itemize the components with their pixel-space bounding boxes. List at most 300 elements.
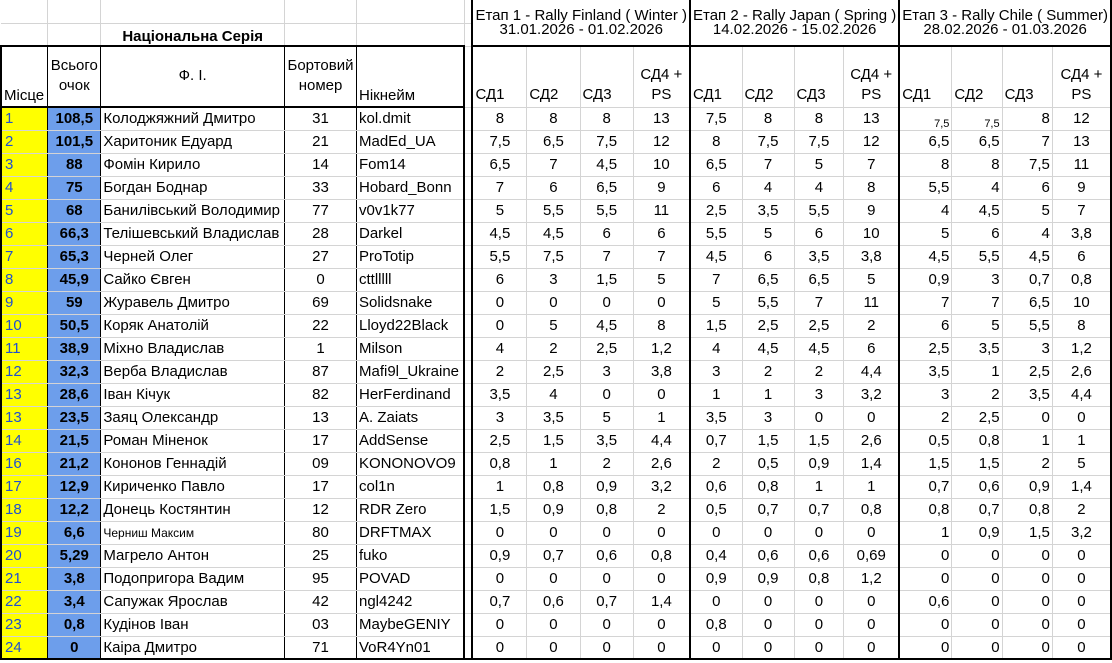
name-cell: Сапужак Ярослав: [101, 590, 285, 613]
stage-2-sd3-cell: 4: [794, 176, 844, 199]
stage-3-sd4-cell: 5: [1052, 452, 1111, 475]
stage-1-sd1-cell: 4: [472, 337, 526, 360]
stage-2-sd3-cell: 1: [794, 475, 844, 498]
stage-3-col-4-header: СД4 + PS: [1052, 46, 1111, 107]
table-row: [1, 452, 1111, 475]
stage-1-sd4-cell: 0: [633, 636, 690, 659]
stage-2-sd2-cell: 0: [742, 636, 794, 659]
stage-3-sd4-cell: 0: [1052, 590, 1111, 613]
table-row: [1, 498, 1111, 521]
stage-1-sd2-cell: 0,9: [527, 498, 580, 521]
table-row: [1, 199, 1111, 222]
stage-3-sd1-cell: 7,5: [899, 107, 952, 130]
stage-3-sd2-cell: 0: [952, 636, 1002, 659]
stage-3-sd2-cell: 0: [952, 544, 1002, 567]
stage-3-sd4-cell: 4,4: [1052, 383, 1111, 406]
stage-2-sd1-cell: 7,5: [690, 107, 742, 130]
points-cell: 3,4: [48, 590, 101, 613]
stage-1-sd1-cell: 8: [472, 107, 526, 130]
stage-3-sd4-cell: 9: [1052, 176, 1111, 199]
place-cell: 16: [1, 452, 48, 475]
stage-2-sd2-cell: 0,6: [742, 544, 794, 567]
stage-2-sd4-cell: 0: [844, 636, 900, 659]
stage-1-sd2-cell: 3,5: [527, 406, 580, 429]
stage-3-sd4-cell: 3,8: [1052, 222, 1111, 245]
stage-3-sd2-cell: 4: [952, 176, 1002, 199]
car-number-cell: 22: [285, 314, 357, 337]
stage-1-sd4-cell: 11: [633, 199, 690, 222]
stage-3-sd2-cell: 7: [952, 291, 1002, 314]
name-cell: Телішевський Владислав: [101, 222, 285, 245]
points-cell: 12,9: [48, 475, 101, 498]
nickname-cell: Fom14: [356, 153, 464, 176]
stage-3-sd2-cell: 1,5: [952, 452, 1002, 475]
stage-2-sd1-cell: 4: [690, 337, 742, 360]
stage-1-sd3-cell: 0: [580, 636, 633, 659]
stage-2-sd3-cell: 5,5: [794, 199, 844, 222]
stage-3-sd3-cell: 0: [1002, 544, 1052, 567]
name-cell: Роман Міненок: [101, 429, 285, 452]
stage-1-sd3-cell: 5: [580, 406, 633, 429]
stage-3-sd1-cell: 6: [899, 314, 952, 337]
stage-2-sd3-cell: 0: [794, 636, 844, 659]
stage-3-sd3-cell: 6: [1002, 176, 1052, 199]
stage-1-sd1-cell: 6: [472, 268, 526, 291]
stage-2-sd1-cell: 1: [690, 383, 742, 406]
stage-2-sd2-cell: 6,5: [742, 268, 794, 291]
stage-3-sd3-cell: 0,8: [1002, 498, 1052, 521]
stage-2-sd1-cell: 6,5: [690, 153, 742, 176]
stage-1-sd1-cell: 2: [472, 360, 526, 383]
stage-2-sd3-cell: 0,8: [794, 567, 844, 590]
place-cell: 3: [1, 153, 48, 176]
stage-2-sd4-cell: 4,4: [844, 360, 900, 383]
stage-1-sd3-cell: 4,5: [580, 153, 633, 176]
car-number-cell: 71: [285, 636, 357, 659]
stage-2-sd1-cell: 8: [690, 130, 742, 153]
stage-2-sd2-cell: 2,5: [742, 314, 794, 337]
stage-3-sd2-cell: 2,5: [952, 406, 1002, 429]
stage-1-sd3-cell: 2: [580, 452, 633, 475]
car-number-cell: 21: [285, 130, 357, 153]
stage-1-sd4-cell: 12: [633, 130, 690, 153]
stage-2-sd2-cell: 1,5: [742, 429, 794, 452]
points-header: Всього очок: [48, 46, 101, 107]
car-number-cell: 17: [285, 475, 357, 498]
stage-3-sd1-cell: 0: [899, 636, 952, 659]
stage-3-sd3-cell: 4,5: [1002, 245, 1052, 268]
stage-3-sd2-cell: 0: [952, 567, 1002, 590]
points-cell: 6,6: [48, 521, 101, 544]
stage-2-sd3-cell: 5: [794, 153, 844, 176]
car-number-cell: 03: [285, 613, 357, 636]
car-number-cell: 42: [285, 590, 357, 613]
stage-2-dates: 14.02.2026 - 15.02.2026: [712, 20, 877, 38]
stage-3-sd3-cell: 7,5: [1002, 153, 1052, 176]
name-cell: Кононов Геннадій: [101, 452, 285, 475]
stage-2-sd1-cell: 0,5: [690, 498, 742, 521]
stage-1-sd2-cell: 7: [527, 153, 580, 176]
stage-2-sd1-cell: 7: [690, 268, 742, 291]
car-number-cell: 17: [285, 429, 357, 452]
stage-1-sd1-cell: 0: [472, 521, 526, 544]
points-cell: 5,29: [48, 544, 101, 567]
name-cell: Кудінов Іван: [101, 613, 285, 636]
table-row: [1, 268, 1111, 291]
stage-3-sd3-cell: 3,5: [1002, 383, 1052, 406]
nickname-cell: AddSense: [356, 429, 464, 452]
stage-1-sd1-cell: 5: [472, 199, 526, 222]
points-cell: 68: [48, 199, 101, 222]
stage-3-sd1-cell: 2,5: [899, 337, 952, 360]
stage-3-sd2-cell: 0,8: [952, 429, 1002, 452]
stage-1-sd3-cell: 7,5: [580, 130, 633, 153]
stage-2-sd4-cell: 0,69: [844, 544, 900, 567]
nickname-cell: ProTotip: [356, 245, 464, 268]
stage-3-sd1-cell: 8: [899, 153, 952, 176]
stage-3-sd1-cell: 0,6: [899, 590, 952, 613]
points-cell: 38,9: [48, 337, 101, 360]
points-cell: 88: [48, 153, 101, 176]
stage-3-sd4-cell: 0: [1052, 636, 1111, 659]
nickname-cell: ngl4242: [356, 590, 464, 613]
stage-3-sd1-cell: 0,8: [899, 498, 952, 521]
stage-3-sd2-cell: 5,5: [952, 245, 1002, 268]
stage-1-sd2-cell: 0: [527, 291, 580, 314]
stage-3-sd4-cell: 6: [1052, 245, 1111, 268]
stage-1-sd2-cell: 6,5: [527, 130, 580, 153]
stage-2-sd3-cell: 0,9: [794, 452, 844, 475]
stage-2-sd3-cell: 4,5: [794, 337, 844, 360]
stage-3-col-2-header: СД2: [952, 46, 1002, 107]
car-number-cell: 69: [285, 291, 357, 314]
stage-2-sd1-cell: 2: [690, 452, 742, 475]
stage-3-sd4-cell: 13: [1052, 130, 1111, 153]
stage-3-sd2-cell: 8: [952, 153, 1002, 176]
stage-2-sd2-cell: 4: [742, 176, 794, 199]
stage-1-sd2-cell: 3: [527, 268, 580, 291]
stage-1-sd2-cell: 8: [527, 107, 580, 130]
stage-2-sd4-cell: 3,8: [844, 245, 900, 268]
stage-2-sd3-cell: 7,5: [794, 130, 844, 153]
stage-3-sd1-cell: 0: [899, 567, 952, 590]
nickname-cell: Lloyd22Black: [356, 314, 464, 337]
stage-2-sd2-cell: 7,5: [742, 130, 794, 153]
car-number-cell: 13: [285, 406, 357, 429]
stage-3-sd1-cell: 0,5: [899, 429, 952, 452]
stage-1-sd4-cell: 6: [633, 222, 690, 245]
nickname-cell: HerFerdinand: [356, 383, 464, 406]
car-number-cell: 28: [285, 222, 357, 245]
stage-2-sd3-cell: 2: [794, 360, 844, 383]
place-cell: 10: [1, 314, 48, 337]
place-cell: 13: [1, 383, 48, 406]
name-cell: Богдан Боднар: [101, 176, 285, 199]
place-cell: 2: [1, 130, 48, 153]
nickname-cell: VoR4Yn01: [356, 636, 464, 659]
stage-2-sd4-cell: 5: [844, 268, 900, 291]
stage-3-sd1-cell: 0: [899, 613, 952, 636]
car-number-cell: 09: [285, 452, 357, 475]
table-row: [1, 153, 1111, 176]
stage-1-sd2-cell: 1: [527, 452, 580, 475]
stage-3-sd1-cell: 1,5: [899, 452, 952, 475]
stage-1-sd4-cell: 1: [633, 406, 690, 429]
points-cell: 101,5: [48, 130, 101, 153]
nickname-cell: Hobard_Bonn: [356, 176, 464, 199]
stage-3-sd3-cell: 0,9: [1002, 475, 1052, 498]
stage-2-sd4-cell: 1: [844, 475, 900, 498]
stage-3-sd4-cell: 0: [1052, 613, 1111, 636]
name-cell: Журавель Дмитро: [101, 291, 285, 314]
stage-2-sd2-cell: 5,5: [742, 291, 794, 314]
stage-2-sd3-cell: 3: [794, 383, 844, 406]
stage-1-sd4-cell: 0: [633, 291, 690, 314]
place-cell: 12: [1, 360, 48, 383]
name-cell: Черниш Максим: [101, 521, 285, 544]
stage-1-sd1-cell: 7: [472, 176, 526, 199]
stage-1-sd3-cell: 4,5: [580, 314, 633, 337]
stage-1-sd4-cell: 7: [633, 245, 690, 268]
stage-3-sd3-cell: 2: [1002, 452, 1052, 475]
stage-3-sd4-cell: 7: [1052, 199, 1111, 222]
stage-2-sd2-cell: 5: [742, 222, 794, 245]
stage-1-sd3-cell: 2,5: [580, 337, 633, 360]
stage-1-sd4-cell: 3,2: [633, 475, 690, 498]
stage-1-sd1-cell: 7,5: [472, 130, 526, 153]
points-cell: 50,5: [48, 314, 101, 337]
stage-2-sd2-cell: 0: [742, 521, 794, 544]
stage-1-sd3-cell: 6,5: [580, 176, 633, 199]
table-row: [1, 222, 1111, 245]
stage-3-sd2-cell: 4,5: [952, 199, 1002, 222]
stage-3-sd4-cell: 11: [1052, 153, 1111, 176]
stage-2-sd4-cell: 1,2: [844, 567, 900, 590]
stage-3-header: [899, 0, 1111, 46]
stage-3-sd2-cell: 6: [952, 222, 1002, 245]
stage-2-sd1-cell: 6: [690, 176, 742, 199]
stage-1-sd4-cell: 0: [633, 613, 690, 636]
place-header: Місце: [1, 46, 48, 107]
table-row: [1, 429, 1111, 452]
stage-2-sd1-cell: 0,9: [690, 567, 742, 590]
stage-3-sd1-cell: 3: [899, 383, 952, 406]
stage-3-sd4-cell: 1,2: [1052, 337, 1111, 360]
table-row: [1, 521, 1111, 544]
stage-3-sd1-cell: 4,5: [899, 245, 952, 268]
place-cell: 23: [1, 613, 48, 636]
stage-2-sd3-cell: 0: [794, 613, 844, 636]
stage-1-sd2-cell: 0,7: [527, 544, 580, 567]
stage-1-sd1-cell: 1,5: [472, 498, 526, 521]
place-cell: 9: [1, 291, 48, 314]
stage-3-sd1-cell: 1: [899, 521, 952, 544]
stage-3-sd3-cell: 2,5: [1002, 360, 1052, 383]
nickname-cell: A. Zaiats: [356, 406, 464, 429]
stage-2-sd4-cell: 7: [844, 153, 900, 176]
nickname-cell: DRFTMAX: [356, 521, 464, 544]
stage-2-header: [690, 0, 899, 46]
stage-2-sd3-cell: 7: [794, 291, 844, 314]
stage-2-sd1-cell: 0,4: [690, 544, 742, 567]
car-number-cell: 77: [285, 199, 357, 222]
stage-2-sd1-cell: 3,5: [690, 406, 742, 429]
stage-1-sd4-cell: 0: [633, 383, 690, 406]
stage-1-sd2-cell: 7,5: [527, 245, 580, 268]
stage-3-sd1-cell: 3,5: [899, 360, 952, 383]
stage-1-sd3-cell: 0,6: [580, 544, 633, 567]
stage-1-sd2-cell: 1,5: [527, 429, 580, 452]
stage-2-col-3-header: СД3: [794, 46, 844, 107]
stage-1-sd1-cell: 1: [472, 475, 526, 498]
stage-1-sd1-cell: 0: [472, 567, 526, 590]
stage-1-sd1-cell: 3,5: [472, 383, 526, 406]
stage-1-sd2-cell: 5,5: [527, 199, 580, 222]
stage-3-sd3-cell: 7: [1002, 130, 1052, 153]
place-cell: 6: [1, 222, 48, 245]
stage-3-sd4-cell: 2: [1052, 498, 1111, 521]
stage-2-sd2-cell: 4,5: [742, 337, 794, 360]
name-cell: Подопригора Вадим: [101, 567, 285, 590]
nickname-cell: col1n: [356, 475, 464, 498]
stage-1-sd3-cell: 0,9: [580, 475, 633, 498]
stage-3-sd4-cell: 1: [1052, 429, 1111, 452]
table-row: [1, 406, 1111, 429]
points-cell: 3,8: [48, 567, 101, 590]
stage-2-sd3-cell: 8: [794, 107, 844, 130]
stage-1-sd3-cell: 0: [580, 291, 633, 314]
stage-2-sd4-cell: 11: [844, 291, 900, 314]
stage-2-sd3-cell: 0,6: [794, 544, 844, 567]
stage-2-sd1-cell: 4,5: [690, 245, 742, 268]
table-row: [1, 613, 1111, 636]
points-cell: 75: [48, 176, 101, 199]
stage-3-sd4-cell: 3,2: [1052, 521, 1111, 544]
stage-1-sd4-cell: 9: [633, 176, 690, 199]
nickname-cell: kol.dmit: [356, 107, 464, 130]
stage-3-sd3-cell: 0: [1002, 590, 1052, 613]
name-cell: Сайко Євген: [101, 268, 285, 291]
name-cell: Каіра Дмитро: [101, 636, 285, 659]
place-cell: 7: [1, 245, 48, 268]
nickname-cell: cttlllll: [356, 268, 464, 291]
stage-1-sd1-cell: 0,9: [472, 544, 526, 567]
stage-3-sd4-cell: 12: [1052, 107, 1111, 130]
stage-2-sd2-cell: 8: [742, 107, 794, 130]
stage-2-col-2-header: СД2: [742, 46, 794, 107]
points-cell: 21,5: [48, 429, 101, 452]
stage-3-sd2-cell: 0,9: [952, 521, 1002, 544]
place-cell: 17: [1, 475, 48, 498]
stage-3-sd2-cell: 6,5: [952, 130, 1002, 153]
nickname-header: Нікнейм: [356, 46, 464, 107]
stage-1-sd4-cell: 0: [633, 521, 690, 544]
table-row: [1, 107, 1111, 130]
stage-1-sd3-cell: 6: [580, 222, 633, 245]
table-row: [1, 314, 1111, 337]
name-cell: Магрело Антон: [101, 544, 285, 567]
car-number-cell: 33: [285, 176, 357, 199]
stage-1-sd2-cell: 0,8: [527, 475, 580, 498]
stage-3-sd1-cell: 7: [899, 291, 952, 314]
name-cell: Коряк Анатолій: [101, 314, 285, 337]
stage-1-sd1-cell: 0,8: [472, 452, 526, 475]
table-row: [1, 245, 1111, 268]
stage-2-sd1-cell: 0: [690, 636, 742, 659]
stage-1-sd2-cell: 4,5: [527, 222, 580, 245]
stage-3-sd3-cell: 6,5: [1002, 291, 1052, 314]
stage-1-col-1-header: СД1: [472, 46, 526, 107]
stage-1-sd2-cell: 0: [527, 521, 580, 544]
stage-1-sd4-cell: 2,6: [633, 452, 690, 475]
stage-3-sd4-cell: 0,8: [1052, 268, 1111, 291]
points-cell: 65,3: [48, 245, 101, 268]
stage-1-header: [472, 0, 690, 46]
nickname-cell: RDR Zero: [356, 498, 464, 521]
stage-3-sd3-cell: 0: [1002, 613, 1052, 636]
table-row: [1, 176, 1111, 199]
stage-2-sd4-cell: 0: [844, 590, 900, 613]
stage-1-sd2-cell: 5: [527, 314, 580, 337]
stage-3-sd4-cell: 1,4: [1052, 475, 1111, 498]
table-row: [1, 337, 1111, 360]
stage-2-sd4-cell: 0: [844, 406, 900, 429]
nickname-cell: MaybeGENIY: [356, 613, 464, 636]
name-cell: Іван Кічук: [101, 383, 285, 406]
stage-2-sd4-cell: 9: [844, 199, 900, 222]
stage-2-sd3-cell: 0,7: [794, 498, 844, 521]
points-cell: 32,3: [48, 360, 101, 383]
stage-3-sd1-cell: 0,9: [899, 268, 952, 291]
nickname-cell: KONONOVO9: [356, 452, 464, 475]
stage-1-sd3-cell: 3,5: [580, 429, 633, 452]
stage-2-col-4-header: СД4 + PS: [844, 46, 900, 107]
stage-1-sd3-cell: 3: [580, 360, 633, 383]
sheet-title: Національна Серія: [101, 23, 285, 46]
name-cell: Банилівський Володимир: [101, 199, 285, 222]
stage-1-sd4-cell: 4,4: [633, 429, 690, 452]
stage-1-sd3-cell: 0: [580, 383, 633, 406]
stage-1-sd3-cell: 0,7: [580, 590, 633, 613]
stage-1-sd1-cell: 4,5: [472, 222, 526, 245]
stage-3-sd1-cell: 0,7: [899, 475, 952, 498]
stage-2-sd2-cell: 2: [742, 360, 794, 383]
name-cell: Фомін Кирило: [101, 153, 285, 176]
place-cell: 24: [1, 636, 48, 659]
table-row: [1, 544, 1111, 567]
nickname-cell: Milson: [356, 337, 464, 360]
stage-3-sd4-cell: 0: [1052, 406, 1111, 429]
car-number-cell: 87: [285, 360, 357, 383]
table-row: [1, 360, 1111, 383]
stage-3-col-1-header: СД1: [899, 46, 952, 107]
stage-1-sd3-cell: 0: [580, 521, 633, 544]
nickname-cell: MadEd_UA: [356, 130, 464, 153]
stage-1-sd4-cell: 0,8: [633, 544, 690, 567]
place-cell: 18: [1, 498, 48, 521]
place-cell: 22: [1, 590, 48, 613]
stage-2-sd4-cell: 3,2: [844, 383, 900, 406]
place-cell: 21: [1, 567, 48, 590]
table-row: [1, 383, 1111, 406]
table-row: [1, 590, 1111, 613]
stage-1-sd1-cell: 0: [472, 291, 526, 314]
stage-1-sd3-cell: 0,8: [580, 498, 633, 521]
stage-2-sd4-cell: 0,8: [844, 498, 900, 521]
stage-3-col-3-header: СД3: [1002, 46, 1052, 107]
stage-3-sd1-cell: 0: [899, 544, 952, 567]
place-cell: 8: [1, 268, 48, 291]
